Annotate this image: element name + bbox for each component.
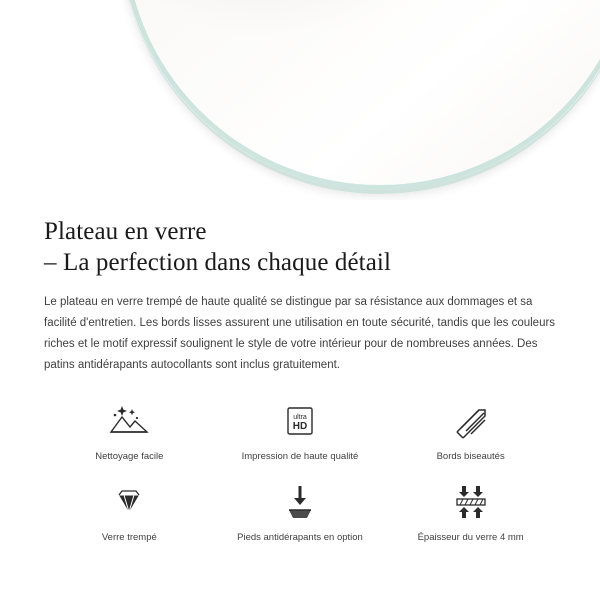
- feature-label: Impression de haute qualité: [241, 451, 359, 462]
- feature-label: Bords biseautés: [436, 451, 505, 462]
- feature-item: [385, 398, 556, 463]
- feature-item: [215, 479, 386, 544]
- glass-thickness-icon: [448, 479, 494, 525]
- tempered-glass-icon: [106, 479, 152, 525]
- svg-text:HD: HD: [292, 421, 308, 432]
- page-title-line-2: – La perfection dans chaque détail: [44, 249, 391, 276]
- hero-image: [0, 0, 600, 200]
- feature-list: [44, 398, 556, 544]
- feature-item: [215, 398, 386, 463]
- content-area: [0, 216, 600, 544]
- feature-label: Verre trempé: [101, 532, 157, 543]
- feature-item: [44, 479, 215, 544]
- feature-item: [44, 398, 215, 463]
- page-title: [44, 216, 556, 278]
- feature-label: Épaisseur du verre 4 mm: [417, 532, 524, 543]
- hero-left-margin: [0, 0, 122, 200]
- ultra-hd-print-icon: [277, 398, 323, 444]
- bevelled-edges-icon: [448, 398, 494, 444]
- feature-item: [385, 479, 556, 544]
- page-title-line-1: Plateau en verre: [44, 218, 207, 245]
- description-paragraph: Le plateau en verre trempé de haute qualité se distingue par sa résistance aux dommages et sa facilité d'entretien. Les bords lisses assurent une utilisation en toute sécurité, tandis que les couleurs riches et le motif expressif soulignent le style de votre intérieur pour de nombreuses années. Des patins antidérapants autocollants sont inclus gratuitement.: [44, 296, 556, 371]
- anti-slip-feet-icon: [277, 479, 323, 525]
- svg-text:ultra: ultra: [293, 414, 307, 421]
- feature-label: Nettoyage facile: [95, 451, 164, 462]
- feature-label: Pieds antidérapants en option: [237, 532, 363, 543]
- easy-cleaning-icon: [106, 398, 152, 444]
- glass-plate-surface: [120, 0, 600, 194]
